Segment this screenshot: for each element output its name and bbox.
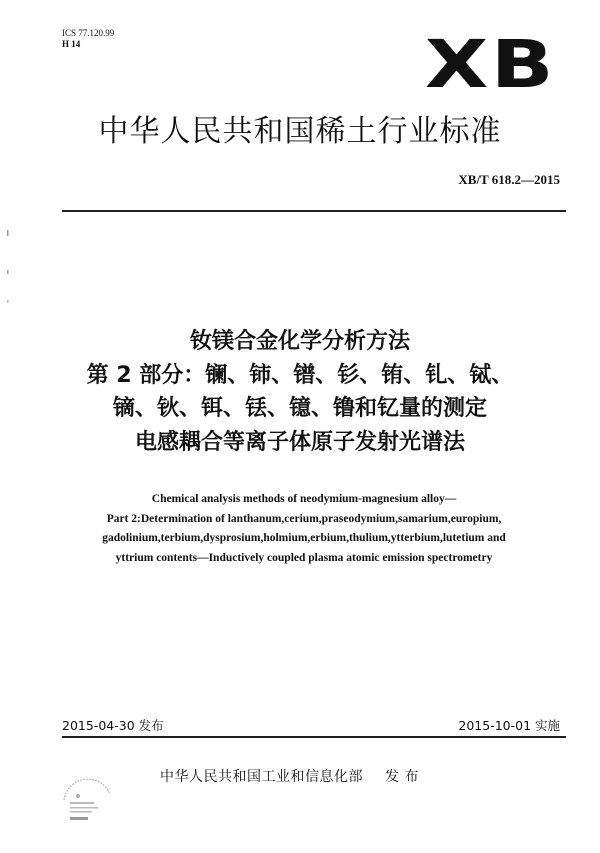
issuer-action: 发 布 [385,769,419,785]
xb-logo: XB [424,26,556,103]
standard-number: XB/T 618.2—2015 [458,172,560,187]
ics-code: ICS 77.120.99 [62,28,115,38]
chinese-title-line: 钕镁合金化学分析方法 [189,329,410,354]
chinese-title-line: 电感耦合等离子体原子发射光谱法 [134,429,465,455]
library-stamp-icon [58,770,116,828]
english-title [40,490,568,568]
chinese-title [0,325,600,459]
english-title-line: yttrium contents—Inductively coupled plasma atomic emission spectrometry [115,551,493,564]
ccs-code: H 14 [62,39,81,49]
english-title-line: Chemical analysis methods of neodymium-magnesium alloy— [151,493,457,505]
implementation-date: 2015-10-01 实施 [458,718,560,733]
issuer-name: 中华人民共和国工业和信息化部 [160,769,363,785]
issue-date: 2015-04-30 发布 [62,718,164,733]
bottom-divider [62,736,566,738]
scan-margin-mark [6,230,10,310]
english-title-line: gadolinium,terbium,dysprosium,holmium,erbium,thulium,ytterbium,lutetium and [102,532,506,544]
top-divider [62,210,566,212]
org-title: 中华人民共和国稀土行业标准 [98,114,502,149]
issuer [160,766,419,786]
english-title-line: Part 2:Determination of lanthanum,cerium,praseodymium,samarium,europium, [106,512,502,525]
chinese-title-line: 镝、钬、铒、铥、镱、镥和钇量的测定 [112,396,487,421]
chinese-title-line: 第 2 部分：镧、铈、镨、钐、铕、钆、铽、 [86,362,514,388]
